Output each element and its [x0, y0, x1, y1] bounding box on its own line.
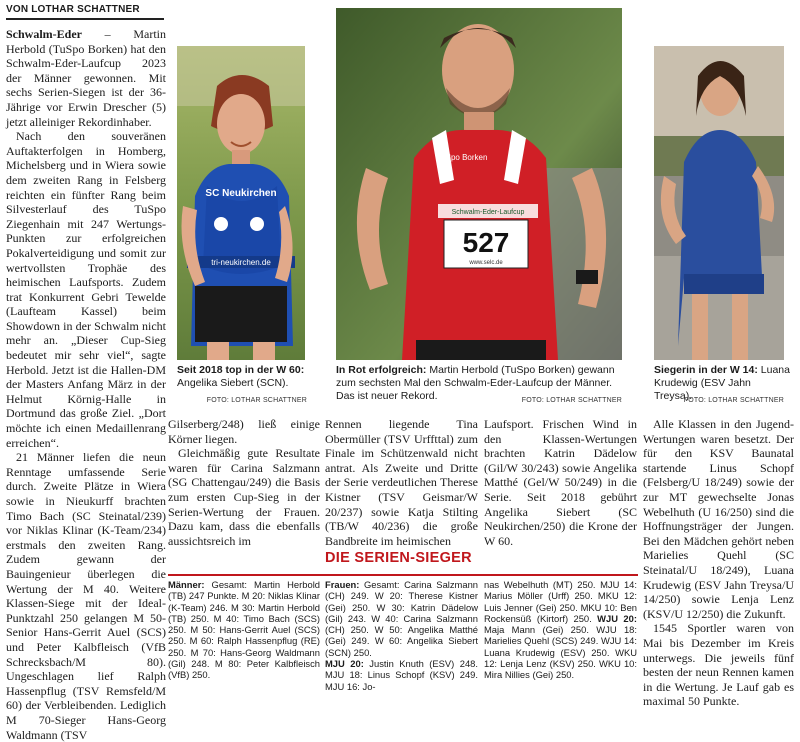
shirt-website-text: tri-neukirchen.de [211, 258, 271, 267]
paragraph: Schwalm-Eder – Martin Herbold (TuSpo Borken) hat den Schwalm-Eder-Laufcup 2023 der Männer gewonnen. Mit sechs Serien-Siegen ist der 36-Jährige vor Erwin Drescher (5) jetzt alleiniger Rekordinhaber. [6, 27, 166, 129]
byline-rule [6, 18, 164, 20]
paragraph: Gleichmäßig gute Resultate waren für Carina Salzmann (SG Chattengau/249) die Basis zum ersten Cup-Sieg in der Serien-Wertung der Frauen. Dazu kam, dass die ebenfalls aussichtsreich im [168, 446, 320, 548]
article-column-3 [325, 417, 478, 548]
runner-man-photo [336, 8, 622, 360]
photo-caption-left: Seit 2018 top in der W 60: Angelika Siebert (SCN). [177, 364, 305, 389]
bib-number: 527 [462, 227, 510, 258]
paragraph: Laufsport. Frischen Wind in den Klassen-Wertungen brachten Katrin Dädelow (Gil/W 30/243) sowie Angelika Matthé (Gel/W 50/249) in die Serie. Seit 2018 gebührt Angelika Siebert (SC Neukirchen/250) die Krone der W 60. [484, 417, 637, 548]
club-shirt-text: SC Neukirchen [205, 188, 277, 199]
results-title-rule [168, 574, 638, 576]
article-column-1 [6, 27, 166, 742]
byline: VON LOTHAR SCHATTNER [6, 4, 140, 15]
results-entry: WJU 20: Maja Mann (Gei) 250. WJU 18: Marielies Quehl (SCS) 249. WJU 14: Luana Krudewig (ESV) 250. WKU 12: Lenja Lenz (KSV) 250. WKU 10: Mira Nillies (Gei) 250. [484, 612, 637, 681]
photo-angelika-siebert [177, 46, 305, 360]
bib-website: www.selc.de [469, 260, 503, 266]
photo-luana-krudewig [654, 46, 784, 360]
paragraph: Gilserberg/248) ließ einige Körner liegen. [168, 417, 320, 446]
results-column-3 [484, 579, 637, 681]
paragraph: 21 Männer liefen die neun Renntage umfassende Serie durch. Zweite Plätze in Wiera sowie in Nieukurff brachten Timo Bach (SC Steinatal/239) vor Niklas Klinar (K-Team/234) erstmals den zweiten Rang. Zudem gewann der Bauingenieur überlegen die Wertung der M 40. Weitere Klassen-Siege mit der Ideal-Punktzahl 250 gelangen M 50-Senior Hans-Gerrit Auel (SCS) und Peter Kalbfleisch (VfB Schrecksbach/M 80). Ungeschlagen lief Ralph Hassenpflug (TSV Remsfeld/M 60) der Verbleibenden. Lediglich M 70-Sieger Hans-Georg Waldmann (TSV [6, 450, 166, 742]
photo-caption-right: Siegerin in der W 14: Luana Krudewig (ESV Jahn Treysa). [654, 364, 790, 402]
results-column-1 [168, 579, 320, 681]
paragraph: Alle Klassen in den Jugend-Wertungen waren besetzt. Der für den KSV Baunatal startende Linus Schopf (Felsberg/U 18/249) sowie der zur MT gewechselte Jonas Webelhuth (U 16/250) sind die Hoffnungsträger der Jungen. Bei den Mädchen gehört neben Marielies Quehl (SC Steinatal/U 18/249), Luana Krudewig (ESV Jahn Treysa/U 14/250) sowie Lenja Lenz (KSV/U 12/250) die Zukunft. [643, 417, 794, 621]
dateline: Schwalm-Eder [6, 27, 82, 41]
results-entry: Frauen: Gesamt: Carina Salzmann (CH) 249. W 20: Therese Kistner (Gei) 250. W 30: Katrin Dädelow (Gil) 243. W 40: Carina Salzmann (CH) 250. W 50: Angelika Matthé (Gei) 249. W 60: Angelika Siebert (SCN) 250. [325, 579, 478, 658]
photo-credit-right: FOTO: LOTHAR SCHATTNER [683, 397, 784, 404]
results-title: DIE SERIEN-SIEGER [325, 550, 472, 566]
runner-woman-photo [177, 46, 305, 360]
results-entry: MJU 20: Justin Knuth (ESV) 248. MJU 18: Linus Schopf (KSV) 249. MJU 16: Jo- [325, 658, 478, 692]
photo-martin-herbold [336, 8, 622, 360]
photo-caption-center: In Rot erfolgreich: Martin Herbold (TuSpo Borken) gewann zum sechsten Mal den Schwalm-Eder-Laufcup der Männer. Das ist neuer Rekord. [336, 364, 615, 402]
paragraph: Nach den souveränen Auftakterfolgen in Homberg, Michelsberg und in Wiera sowie dem zweiten Rang in Felsberg reichten ein fünfter Rang beim Silvesterlauf des TuSpo Ziegenhain mit 247 Wertungs-Punkten zur erfolgreichen Pokalverteidigung und somit zur wertvollsten Trophäe des heimischen Laufsports. Zudem trat Konkurrent Gebri Tewelde (Laufteam Kassel) beim Showdown in der Schwalm nicht mehr an. „Dieser Cup-Sieg bedeutet mir sehr viel“, sagte Herbold. Jetzt ist die Hallen-DM der Masters Anfang März in der Helmut Körnig-Halle in Dortmund das große Ziel. „Dort möchte ich einen Medaillenrang erreichen“. [6, 129, 166, 450]
runner-girl-photo [654, 46, 784, 360]
results-entry: nas Webelhuth (MT) 250. MJU 14: Marius Möller (Urff) 250. MKU 12: Luis Jenner (Gei) 250. MKU 10: Ben Rockensüß (Kirtorf) 250. [484, 579, 637, 624]
shirt-club-text: TuSpo Borken [436, 153, 488, 162]
photo-credit-left: FOTO: LOTHAR SCHATTNER [206, 397, 307, 404]
paragraph: Rennen liegende Tina Obermüller (TSV Urffttal) zum Finale im Schützenwald nicht antrat. Als Zweite und Dritte der Serie verdeutlichen Therese Kistner (TSV Geismar/W 20/237) sowie Katja Stilting (TB/W 40/236) die große Bandbreite im heimischen [325, 417, 478, 548]
article-column-2 [168, 417, 320, 548]
paragraph: 1545 Sportler waren von Mai bis Dezember im Kreis unterwegs. Die jeweils fünf besten der neun Rennen kamen in die Wertung. Je Lauf gab es maximal 50 Punkte. [643, 621, 794, 709]
article-column-5 [643, 417, 794, 709]
results-entry: Männer: Gesamt: Martin Herbold (TB) 247 Punkte. M 20: Niklas Klinar (K-Team) 246. M 30: Martin Herbold (TB) 250. M 40: Timo Bach (SCS) 250. M 50: Hans-Gerrit Auel (SCS) 250. M 60: Ralph Hassenpflug (RE) 250. M 70: Hans-Georg Waldmann (Gil) 248. M 80: Peter Kalbfleisch (VfB) 250. [168, 579, 320, 681]
photo-credit-center: FOTO: LOTHAR SCHATTNER [521, 397, 622, 404]
shirt-sponsor-text: Schwalm-Eder-Laufcup [451, 209, 525, 216]
results-column-2 [325, 579, 478, 692]
article-column-4 [484, 417, 637, 548]
